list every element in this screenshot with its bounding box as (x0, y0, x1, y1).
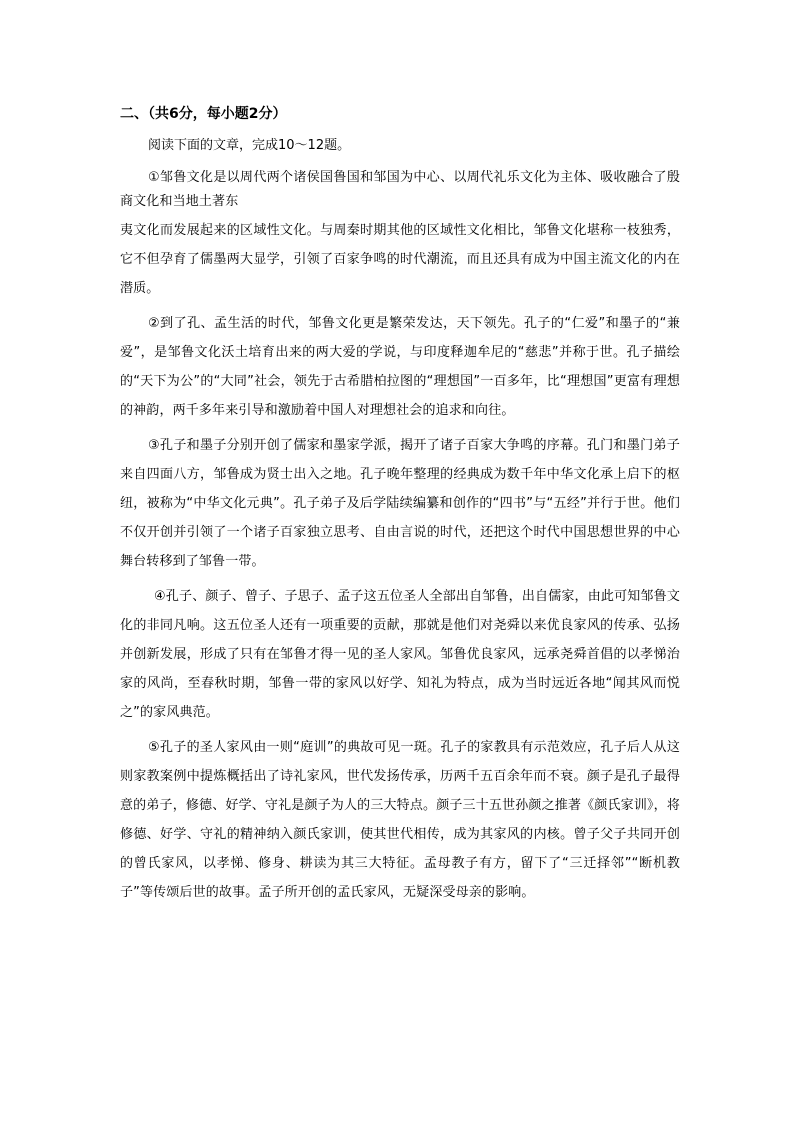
paragraph-5: ⑤孔子的圣人家风由一则“庭训”的典故可见一斑。孔子的家教具有示范效应，孔子后人从这则家教案例中提炼概括出了诗礼家风，世代发扬传承，历两千五百余年而不衰。颜子是孔子最得意的弟子，修德、好学、守礼是颜子为人的三大特点。颜子三十五世孙颜之推著《颜氏家训》，将修德、好学、守礼的精神纳入颜氏家训，使其世代相传，成为其家风的内核。曾子父子共同开创的曾氏家风，以孝悌、修身、耕读为其三大特征。孟母教子有方，留下了“三迁择邻”“断机教子”等传颂后世的故事。孟子所开创的孟氏家风，无疑深受母亲的影响。 (120, 740, 680, 900)
paragraph-4: ④孔子、颜子、曾子、子思子、孟子这五位圣人全部出自邹鲁，出自儒家，由此可知邹鲁文化的非同凡响。这五位圣人还有一项重要的贡献，那就是他们对尧舜以来优良家风的传承、弘扬并创新发展，形成了只有在邹鲁才得一见的圣人家风。邹鲁优良家风，远承尧舜首倡的以孝悌治家的风尚，至春秋时期，邹鲁一带的家风以好学、知礼为特点，成为当时远近各地“闻其风而悦之”的家风典范。 (120, 589, 680, 720)
paragraph-1-continued: 夷文化而发展起来的区域性文化。与周秦时期其他的区域性文化相比，邹鲁文化堪称一枝独秀，它不但孕育了儒墨两大显学，引领了百家争鸣的时代潮流，而且还具有成为中国主流文化的内在潜质。 (120, 223, 680, 296)
document-page (120, 102, 680, 913)
paragraph-2: ②到了孔、孟生活的时代，邹鲁文化更是繁荣发达，天下领先。孔子的“仁爱”和墨子的“兼爱”，是邹鲁文化沃土培育出来的两大爱的学说，与印度释迦牟尼的“慈悲”并称于世。孔子描绘的“天下为公”的“大同”社会，领先于古希腊柏拉图的“理想国”一百多年，比“理想国”更富有理想的神韵，两千多年来引导和激励着中国人对理想社会的追求和向往。 (120, 316, 680, 418)
reading-instruction: 阅读下面的文章，完成10～12题。 (148, 138, 351, 153)
section-heading: 二、（共6分，每小题2分） (120, 106, 287, 122)
paragraph-3: ③孔子和墨子分别开创了儒家和墨家学派，揭开了诸子百家大争鸣的序幕。孔门和墨门弟子来自四面八方，邹鲁成为贤士出入之地。孔子晚年整理的经典成为数千年中华文化承上启下的枢纽，被称为“中华文化元典”。孔子弟子及后学陆续编纂和创作的“四书”与“五经”并行于世。他们不仅开创并引领了一个诸子百家独立思考、自由言说的时代，还把这个时代中国思想世界的中心舞台转移到了邹鲁一带。 (120, 438, 680, 569)
paragraph-1: ①邹鲁文化是以周代两个诸侯国鲁国和邹国为中心、以周代礼乐文化为主体、吸收融合了殷商文化和当地土著东 (120, 170, 680, 209)
